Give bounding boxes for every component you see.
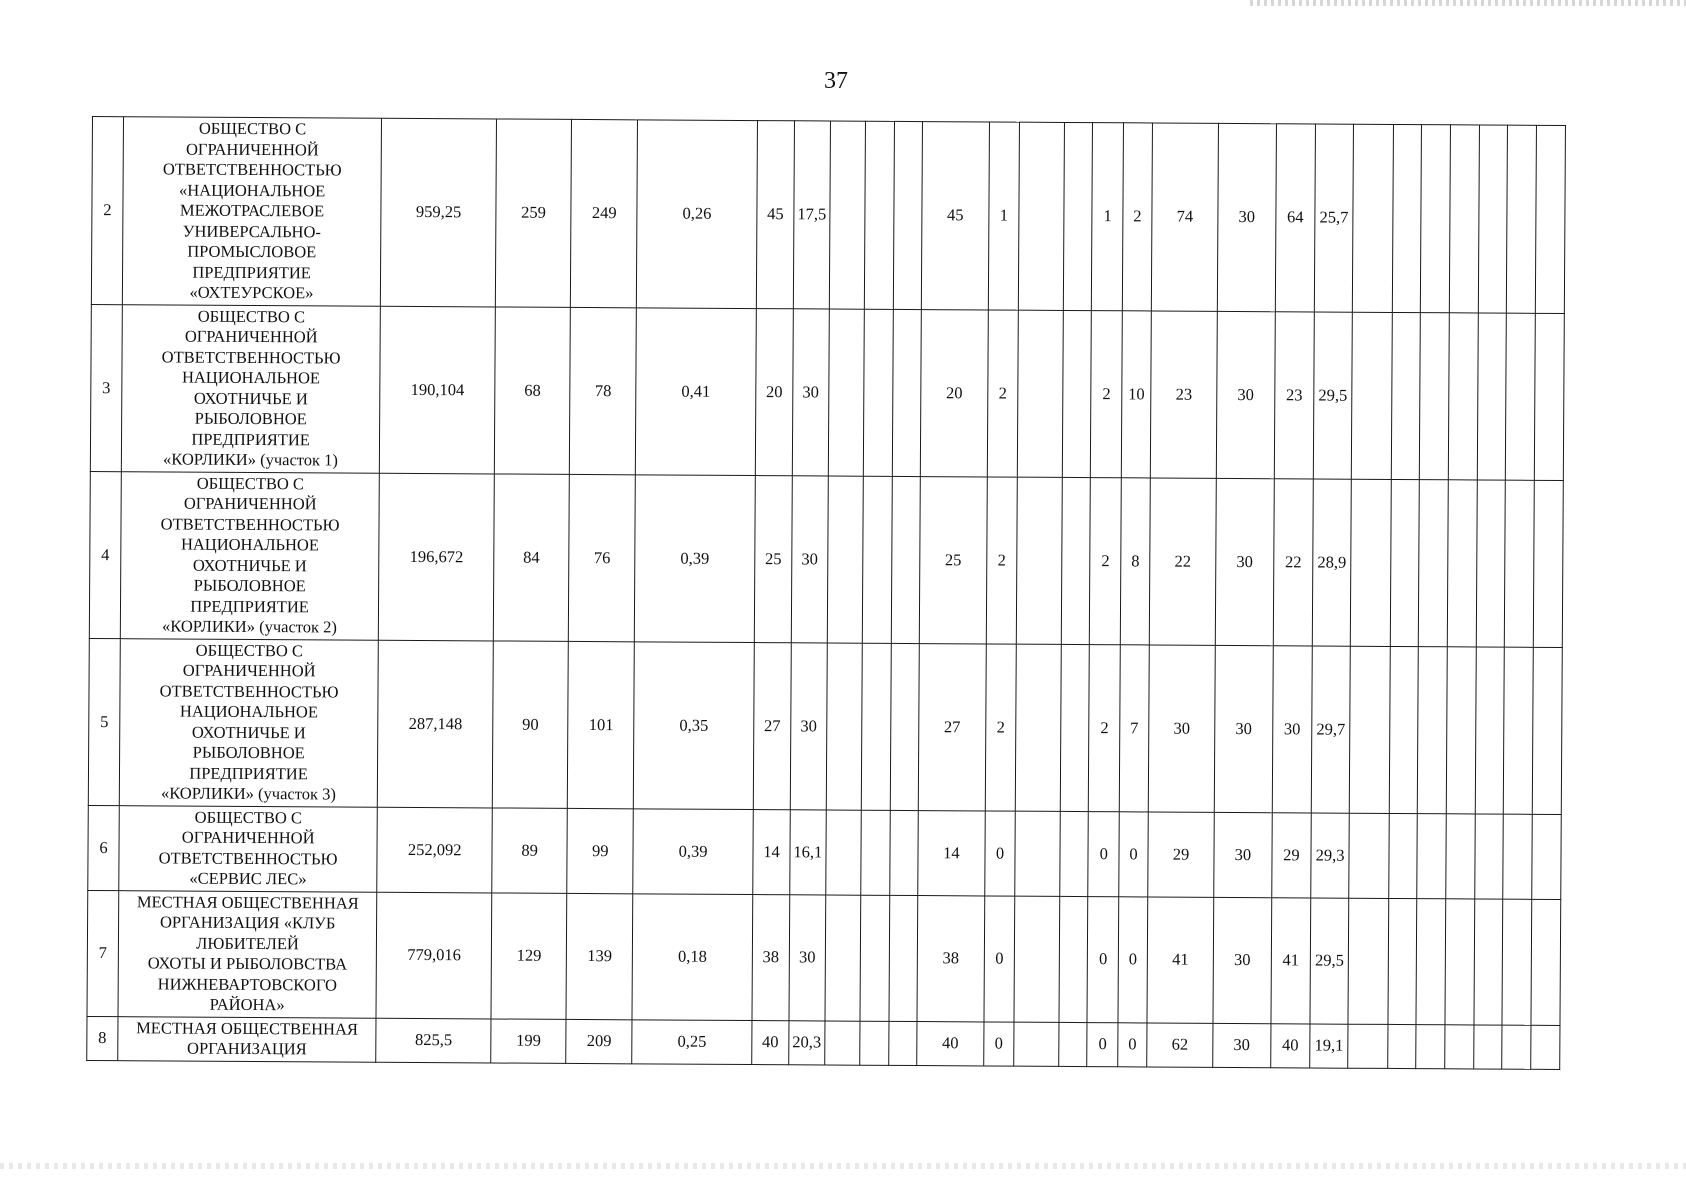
data-cell	[1061, 477, 1091, 644]
organization-name-line: ОГРАНИЧЕННОЙ	[181, 827, 315, 848]
organization-name-line: ОБЩЕСТВО С	[196, 473, 305, 493]
data-cell	[1504, 647, 1534, 814]
data-cell: 17,5	[794, 121, 830, 309]
organization-name-line: РЫБОЛОВНОЕ	[194, 408, 307, 429]
data-cell	[826, 642, 862, 809]
organization-name-line: РЫБОЛОВНОЕ	[193, 575, 306, 596]
organization-name-cell	[118, 1016, 377, 1062]
table-row	[90, 304, 1564, 480]
data-cell: 259	[495, 119, 571, 307]
data-cell: 76	[568, 474, 635, 641]
data-cell	[860, 1021, 889, 1065]
data-cell: 7	[1119, 644, 1149, 811]
row-number-cell: 8	[87, 1016, 118, 1060]
organization-name-line: УНИВЕРСАЛЬНО-	[182, 221, 321, 241]
organization-name-line: «КОРЛИКИ» (участок 1)	[162, 449, 339, 470]
data-cell	[829, 121, 865, 309]
data-cell: 0	[984, 810, 1015, 895]
data-cell: 29,7	[1312, 645, 1351, 812]
data-cell	[861, 643, 891, 810]
organization-name-cell	[119, 805, 378, 892]
data-cell	[1351, 312, 1392, 479]
data-cell: 41	[1271, 897, 1312, 1023]
organization-name-line: НАЦИОНАЛЬНОЕ	[179, 701, 319, 722]
data-cell	[864, 121, 894, 309]
data-cell: 28,9	[1313, 478, 1352, 645]
data-cell: 89	[492, 807, 568, 892]
data-cell: 0	[1119, 811, 1148, 896]
data-cell: 0,25	[632, 1019, 752, 1064]
data-cell: 2	[1090, 477, 1122, 644]
data-cell	[1392, 124, 1422, 312]
data-cell: 23	[1150, 310, 1217, 477]
data-cell	[828, 309, 864, 476]
data-cell	[1474, 813, 1503, 898]
data-cell	[1419, 479, 1449, 646]
data-cell: 0	[1087, 896, 1119, 1022]
data-cell: 0,39	[633, 808, 753, 894]
organization-name-line: ОТВЕТСТВЕННОСТЬЮ	[158, 847, 338, 869]
hunting-grounds-table	[86, 116, 1566, 1069]
data-cell: 779,016	[376, 892, 492, 1019]
data-cell	[1416, 1024, 1445, 1068]
data-cell: 252,092	[377, 807, 492, 893]
data-cell: 29,3	[1311, 812, 1349, 897]
data-cell	[1420, 312, 1450, 479]
organization-name-line: ОТВЕТСТВЕННОСТЬЮ	[162, 159, 342, 180]
organization-name-line: МЕЖОТРАСЛЕВОЕ	[179, 200, 325, 221]
data-cell: 0,35	[634, 641, 754, 809]
data-cell: 40	[917, 1021, 984, 1065]
data-cell	[1446, 646, 1476, 813]
data-cell: 45	[756, 121, 795, 309]
page-number: 37	[824, 68, 848, 94]
data-cell: 0	[1118, 896, 1147, 1022]
data-cell: 64	[1275, 124, 1316, 312]
data-cell: 29	[1271, 812, 1311, 897]
data-cell: 196,672	[379, 473, 495, 641]
data-cell	[1418, 646, 1448, 813]
data-cell: 0	[1088, 811, 1119, 896]
data-cell: 27	[919, 643, 986, 810]
row-number-cell: 5	[88, 638, 120, 805]
data-cell: 74	[1151, 123, 1218, 311]
data-cell: 23	[1274, 311, 1315, 478]
data-cell	[1476, 479, 1506, 646]
data-cell	[1533, 480, 1563, 647]
data-cell	[1474, 898, 1503, 1024]
organization-name-line: РЫБОЛОВНОЕ	[192, 742, 305, 763]
data-cell	[861, 810, 890, 895]
data-cell: 249	[571, 119, 638, 307]
data-cell: 62	[1147, 1022, 1214, 1066]
organization-name-line: ОГРАНИЧЕННОЙ	[183, 493, 317, 514]
data-cell	[1448, 312, 1478, 479]
data-cell: 14	[918, 810, 985, 895]
data-cell	[1059, 896, 1088, 1022]
data-cell	[1473, 1024, 1502, 1068]
data-cell: 20,3	[789, 1020, 825, 1064]
organization-name-line: «КОРЛИКИ» (участок 3)	[160, 783, 336, 804]
data-cell: 0	[1087, 1022, 1118, 1066]
data-cell	[1390, 479, 1420, 646]
data-cell	[1060, 644, 1090, 811]
data-cell	[1063, 122, 1093, 310]
data-cell: 16,1	[790, 809, 826, 894]
data-cell	[1531, 899, 1561, 1025]
organization-name-line: ОГРАНИЧЕННОЙ	[182, 660, 316, 681]
data-cell	[1532, 647, 1562, 814]
data-cell: 0	[984, 895, 1016, 1021]
data-cell	[1532, 814, 1561, 899]
data-cell	[1417, 813, 1446, 898]
data-cell	[1505, 480, 1535, 647]
data-cell: 2	[986, 476, 1018, 643]
organization-name-cell	[118, 890, 377, 1018]
data-cell: 30	[1213, 1023, 1271, 1067]
data-cell	[1391, 312, 1421, 479]
data-cell: 19,1	[1310, 1023, 1348, 1067]
data-cell	[892, 309, 922, 476]
data-cell	[1350, 479, 1391, 646]
table-row	[88, 805, 1561, 899]
row-number-cell: 6	[88, 805, 119, 890]
data-cell	[890, 643, 920, 810]
data-cell: 78	[570, 307, 637, 474]
data-cell: 38	[917, 895, 984, 1021]
organization-name-line: ЛЮБИТЕЛЕЙ	[196, 933, 299, 953]
data-cell	[825, 894, 861, 1020]
data-cell	[1421, 125, 1451, 313]
data-cell	[824, 1020, 860, 1064]
data-cell	[1507, 125, 1537, 313]
data-cell	[1062, 310, 1092, 477]
organization-name-line: НАЦИОНАЛЬНОЕ	[181, 367, 321, 388]
organization-name-line: ОХОТНИЧЬЕ И	[193, 388, 308, 408]
organization-name-line: НИЖНЕВАРТОВСКОГО	[157, 973, 337, 995]
data-cell: 0,41	[636, 307, 756, 475]
data-cell: 14	[752, 809, 790, 894]
organization-name-cell	[120, 471, 379, 640]
data-cell: 30	[1215, 478, 1273, 645]
data-cell	[1502, 899, 1531, 1025]
data-cell: 1	[1092, 123, 1124, 311]
data-cell: 20	[921, 309, 988, 476]
organization-name-line: «НАЦИОНАЛЬНОЕ	[178, 180, 326, 200]
data-cell	[1387, 1024, 1416, 1068]
data-cell: 30	[790, 642, 826, 809]
organization-name-line: ПРОМЫСЛОВОЕ	[187, 241, 317, 262]
data-cell	[1416, 898, 1445, 1024]
data-cell	[825, 809, 861, 894]
data-cell: 30	[1213, 897, 1271, 1023]
table-row	[87, 890, 1561, 1025]
data-cell	[1352, 124, 1393, 312]
data-cell	[1014, 1022, 1058, 1066]
data-cell: 68	[494, 306, 570, 473]
data-cell	[1349, 813, 1389, 898]
data-cell	[1449, 125, 1479, 313]
data-cell	[1534, 313, 1564, 480]
data-cell	[1388, 813, 1417, 898]
data-cell: 20	[755, 308, 794, 475]
data-cell: 1	[988, 122, 1020, 310]
data-cell: 25	[920, 476, 987, 643]
organization-name-line: ОГРАНИЧЕННОЙ	[185, 139, 319, 159]
data-cell: 40	[751, 1020, 789, 1064]
organization-name-line: ПРЕДПРИЯТИЕ	[192, 262, 311, 282]
data-cell: 22	[1149, 477, 1216, 644]
data-cell: 41	[1147, 896, 1214, 1022]
data-cell	[1018, 310, 1063, 477]
row-number-cell: 7	[87, 890, 119, 1016]
data-cell: 2	[985, 643, 1017, 810]
data-cell	[1015, 811, 1060, 896]
data-cell: 22	[1273, 478, 1314, 645]
data-cell: 209	[566, 1019, 633, 1063]
table-row	[91, 117, 1565, 313]
data-cell	[889, 810, 918, 895]
organization-name-line: «ОХТЕУРСКОЕ»	[189, 282, 314, 303]
data-cell: 84	[493, 473, 569, 640]
data-cell	[893, 121, 923, 309]
data-cell: 0	[1118, 1022, 1147, 1066]
table-row	[87, 1016, 1560, 1069]
data-cell: 45	[922, 122, 989, 310]
scan-edge-top	[1250, 0, 1686, 6]
data-cell: 129	[491, 892, 567, 1018]
organization-name-line: ОБЩЕСТВО С	[195, 640, 304, 660]
data-cell: 287,148	[378, 640, 494, 808]
data-cell	[1014, 896, 1059, 1022]
organization-name-line: ОБЩЕСТВО С	[197, 306, 306, 326]
data-cell: 30	[1272, 645, 1313, 812]
organization-name-line: «КОРЛИКИ» (участок 2)	[161, 616, 337, 637]
organization-name-line: ОРГАНИЗАЦИЯ	[187, 1038, 307, 1059]
data-cell: 199	[491, 1018, 566, 1062]
organization-name-cell	[121, 304, 380, 473]
data-cell: 825,5	[376, 1018, 491, 1063]
data-cell	[1389, 646, 1419, 813]
data-cell: 38	[752, 894, 790, 1020]
data-cell	[1348, 898, 1389, 1024]
data-cell: 29	[1148, 811, 1215, 896]
data-cell: 30	[793, 308, 829, 475]
row-number-cell: 4	[89, 471, 121, 638]
organization-name-line: ПРЕДПРИЯТИЕ	[189, 763, 308, 783]
data-cell	[1502, 1025, 1531, 1069]
data-cell	[888, 1021, 917, 1065]
data-cell	[827, 476, 863, 643]
data-cell: 30	[1214, 645, 1272, 812]
data-cell: 2	[1091, 310, 1123, 477]
organization-name-line: ОГРАНИЧЕННОЙ	[184, 326, 318, 347]
data-cell	[1017, 477, 1062, 644]
data-cell: 27	[753, 642, 792, 809]
data-cell: 30	[1217, 123, 1276, 311]
data-cell: 0,26	[637, 120, 757, 308]
data-cell	[1447, 479, 1477, 646]
data-cell	[863, 309, 893, 476]
organization-name-line: ОТВЕТСТВЕННОСТЬЮ	[161, 346, 341, 368]
data-cell: 99	[567, 808, 634, 893]
data-cell: 40	[1270, 1023, 1310, 1067]
row-number-cell: 2	[91, 117, 123, 305]
data-cell: 101	[567, 641, 634, 808]
organization-name-line: РАЙОНА»	[209, 994, 285, 1015]
data-cell	[1531, 1025, 1560, 1069]
scan-edge-bottom	[0, 1163, 1686, 1169]
organization-name-line: МЕСТНАЯ ОБЩЕСТВЕННАЯ	[136, 1017, 359, 1039]
data-cell	[860, 895, 889, 1021]
organization-name-line: «СЕРВИС ЛЕС»	[189, 868, 307, 889]
data-cell	[1348, 1024, 1388, 1068]
organization-name-line: ОХОТЫ И РЫБОЛОВСТВА	[147, 953, 348, 974]
data-cell: 2	[1123, 123, 1153, 311]
data-cell	[1445, 1024, 1474, 1068]
data-cell: 8	[1120, 477, 1150, 644]
data-cell	[1506, 313, 1536, 480]
data-cell: 10	[1122, 310, 1152, 477]
data-cell	[862, 476, 892, 643]
data-cell	[1349, 646, 1390, 813]
organization-name-line: ОТВЕТСТВЕННОСТЬЮ	[160, 513, 340, 535]
data-cell: 959,25	[381, 118, 497, 306]
organization-name-line: ПРЕДПРИЯТИЕ	[190, 596, 309, 616]
data-cell: 0,18	[632, 893, 752, 1020]
data-cell	[1503, 814, 1532, 899]
data-cell: 25	[754, 475, 793, 642]
organization-name-line: ОХОТНИЧЬЕ И	[192, 555, 307, 575]
table-row	[89, 471, 1563, 647]
data-cell: 30	[1216, 311, 1274, 478]
data-cell: 30	[789, 894, 825, 1020]
data-cell: 190,104	[380, 306, 496, 474]
organization-name-line: МЕСТНАЯ ОБЩЕСТВЕННАЯ	[136, 891, 359, 913]
row-number-cell: 3	[90, 304, 122, 471]
data-cell: 29,5	[1310, 897, 1348, 1023]
data-cell	[1059, 811, 1088, 896]
organization-name-cell	[119, 638, 378, 807]
data-cell: 0	[983, 1021, 1014, 1065]
organization-name-line: ПРЕДПРИЯТИЕ	[191, 429, 310, 449]
data-cell	[1477, 312, 1507, 479]
organization-name-line: НАЦИОНАЛЬНОЕ	[180, 534, 320, 555]
registry-sheet	[86, 116, 1566, 1069]
data-cell: 2	[1089, 644, 1121, 811]
data-cell	[1446, 813, 1475, 898]
data-cell: 29,5	[1314, 311, 1353, 478]
organization-name-line: ОРГАНИЗАЦИЯ «КЛУБ	[159, 912, 336, 933]
organization-name-line: ОХОТНИЧЬЕ И	[191, 722, 306, 742]
table-row	[88, 638, 1562, 814]
data-cell: 90	[492, 640, 568, 807]
data-cell: 25,7	[1315, 124, 1354, 312]
organization-name-cell	[122, 117, 382, 306]
data-cell	[1016, 644, 1061, 811]
data-cell: 30	[1148, 644, 1215, 811]
data-cell	[889, 895, 918, 1021]
data-cell	[891, 476, 921, 643]
data-cell	[1478, 125, 1508, 313]
data-cell	[1019, 122, 1064, 310]
organization-name-line: ОБЩЕСТВО С	[198, 118, 307, 139]
data-cell	[1058, 1022, 1087, 1066]
data-cell	[1445, 898, 1474, 1024]
organization-name-line: ОТВЕТСТВЕННОСТЬЮ	[159, 680, 339, 702]
organization-name-line: ОБЩЕСТВО С	[194, 807, 302, 827]
data-cell: 0,39	[635, 474, 755, 642]
data-cell: 2	[987, 309, 1019, 476]
data-cell	[1535, 125, 1565, 313]
data-cell: 30	[792, 475, 828, 642]
data-cell	[1475, 646, 1505, 813]
data-cell: 30	[1214, 812, 1272, 897]
data-cell	[1388, 898, 1417, 1024]
data-cell: 139	[566, 893, 633, 1019]
